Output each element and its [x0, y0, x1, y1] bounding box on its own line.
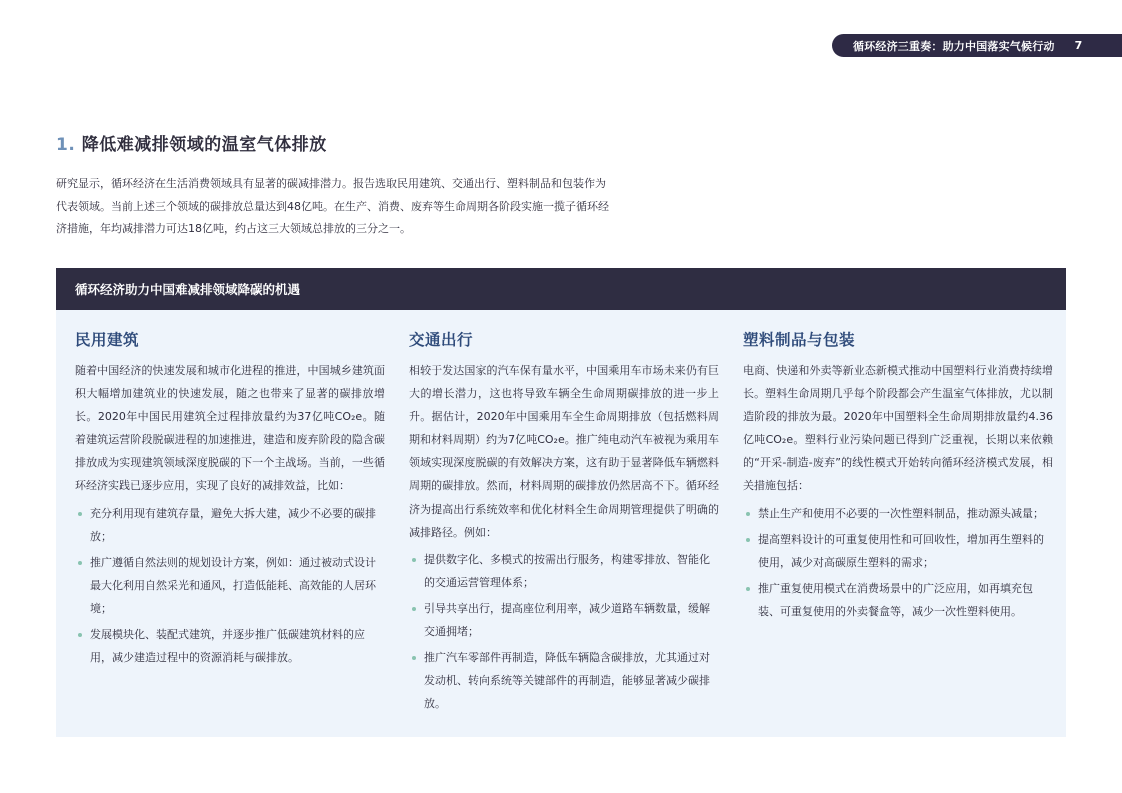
bullet-item — [743, 502, 1053, 525]
bullet-item — [743, 528, 1053, 574]
column-paragraph: 电商、快递和外卖等新业态新模式推动中国塑料行业消费持续增长。塑料生命周期几乎每个阶段都会产生温室气体排放，尤以制造阶段的排放为最。2020年中国塑料全生命周期排放量约4.36亿吨CO₂e。塑料行业污染问题已得到广泛重视，长期以来依赖的“开采-制造-废弃”的线性模式开始转向循环经济模式发展，相关措施包括： — [743, 364, 1053, 493]
bullet-text: 提高塑料设计的可重复使用性和可回收性，增加再生塑料的使用，减少对高碳原生塑料的需求； — [758, 532, 1044, 569]
bullet-dot-icon — [412, 558, 416, 562]
bullet-list — [409, 548, 719, 716]
bullet-text: 推广遵循自然法则的规划设计方案，例如：通过被动式设计最大化利用自然采光和通风，打造低能耗、高效能的人居环境； — [90, 555, 376, 615]
bullet-dot-icon — [412, 607, 416, 611]
bullet-item — [409, 597, 719, 643]
bullet-text: 提供数字化、多模式的按需出行服务，构建零排放、智能化的交通运营管理体系； — [424, 552, 710, 589]
header-tab — [832, 34, 1122, 57]
bullet-dot-icon — [412, 656, 416, 660]
bullet-dot-icon — [78, 512, 82, 516]
bullet-text: 禁止生产和使用不必要的一次性塑料制品，推动源头减量； — [758, 506, 1044, 520]
column-plastics-packaging — [743, 310, 1053, 623]
column-title: 交通出行 — [409, 331, 474, 349]
bullet-dot-icon — [78, 633, 82, 637]
bullet-item — [75, 623, 385, 669]
header-title: 循环经济三重奏：助力中国落实气候行动 — [853, 39, 1055, 53]
column-transportation — [409, 310, 719, 715]
bullet-list — [75, 502, 385, 670]
bullet-item — [743, 577, 1053, 623]
bullet-text: 推广汽车零部件再制造，降低车辆隐含碳排放，尤其通过对发动机、转向系统等关键部件的再制造，能够显著减少碳排放。 — [424, 651, 710, 711]
bullet-dot-icon — [746, 538, 750, 542]
section-title — [56, 130, 327, 155]
box-body — [56, 310, 1066, 737]
section-number: 1. — [56, 135, 76, 155]
intro-paragraph: 研究显示，循环经济在生活消费领域具有显著的碳减排潜力。报告选取民用建筑、交通出行、塑料制品和包装作为代表领域。当前上述三个领域的碳排放总量达到48亿吨。在生产、消费、废弃等生命周期各阶段实施一揽子循环经济措施，年均减排潜力可达18亿吨，约占这三大领域总排放的三分之一。 — [56, 177, 609, 235]
column-paragraph: 相较于发达国家的汽车保有量水平，中国乘用车市场未来仍有巨大的增长潜力，这也将导致车辆全生命周期碳排放的进一步上升。据估计，2020年中国乘用车全生命周期排放（包括燃料周期和材料周期）约为7亿吨CO₂e。推广纯电动汽车被视为乘用车领域实现深度脱碳的有效解决方案，这有助于显著降低车辆燃料周期的碳排放。然而，材料周期的碳排放仍然居高不下。循环经济为提高出行系统效率和优化材料全生命周期管理提供了明确的减排路径。例如： — [409, 364, 719, 539]
bullet-dot-icon — [746, 587, 750, 591]
bullet-dot-icon — [78, 561, 82, 565]
bullet-item — [409, 548, 719, 594]
box-heading: 循环经济助力中国难减排领域降碳的机遇 — [56, 268, 1066, 310]
page-number: 7 — [1074, 39, 1083, 52]
bullet-text: 推广重复使用模式在消费场景中的广泛应用，如再填充包装、可重复使用的外卖餐盒等，减少一次性塑料使用。 — [758, 581, 1033, 618]
bullet-item — [409, 646, 719, 715]
bullet-text: 充分利用现有建筑存量，避免大拆大建，减少不必要的碳排放； — [90, 506, 376, 543]
bullet-dot-icon — [746, 512, 750, 516]
column-title: 塑料制品与包装 — [743, 331, 856, 349]
section-title-text: 降低难减排领域的温室气体排放 — [81, 135, 327, 155]
bullet-list — [743, 502, 1053, 623]
column-title: 民用建筑 — [75, 331, 140, 349]
column-civil-buildings — [75, 310, 385, 669]
bullet-text: 发展模块化、装配式建筑，并逐步推广低碳建筑材料的应用，减少建造过程中的资源消耗与碳排放。 — [90, 628, 365, 665]
column-paragraph: 随着中国经济的快速发展和城市化进程的推进，中国城乡建筑面积大幅增加建筑业的快速发展，随之也带来了显著的碳排放增长。2020年中国民用建筑全过程排放量约为37亿吨CO₂e。随着建筑运营阶段脱碳进程的加速推进，建造和废弃阶段的隐含碳排放成为实现建筑领域深度脱碳的下一个主战场。当前，一些循环经济实践已逐步应用，实现了良好的减排效益，比如： — [75, 364, 385, 493]
bullet-item — [75, 502, 385, 548]
bullet-item — [75, 551, 385, 620]
bullet-text: 引导共享出行，提高座位利用率，减少道路车辆数量，缓解交通拥堵； — [424, 601, 710, 639]
